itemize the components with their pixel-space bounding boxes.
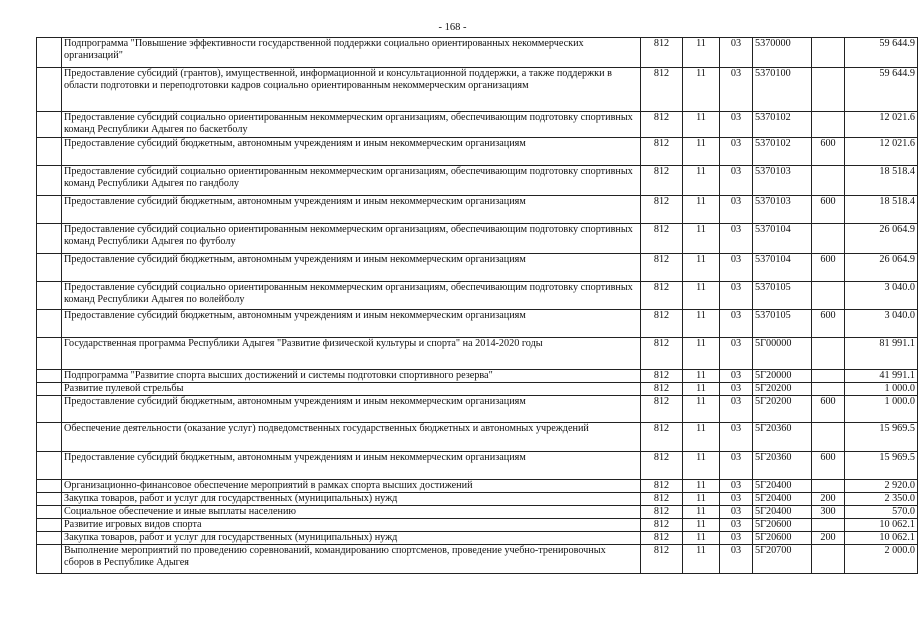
blank-cell [37,254,62,282]
table-row [37,196,918,224]
amount: 1 000.0 [845,396,918,423]
amount: 59 644.9 [845,68,918,112]
ministry-code: 812 [641,480,683,493]
item-name: Закупка товаров, работ и услуг для государственных (муниципальных) нужд [62,493,641,506]
subsection-code: 03 [720,480,753,493]
target-article-code: 5Г20000 [753,370,812,383]
item-name: Развитие игровых видов спорта [62,519,641,532]
item-name: Социальное обеспечение и иные выплаты населению [62,506,641,519]
table-row [37,166,918,196]
subsection-code: 03 [720,138,753,166]
expense-type-code: 600 [812,196,845,224]
table-row [37,423,918,452]
table-row [37,310,918,338]
section-code: 11 [683,224,720,254]
expense-type-code [812,68,845,112]
item-name: Закупка товаров, работ и услуг для государственных (муниципальных) нужд [62,532,641,545]
amount: 2 920.0 [845,480,918,493]
subsection-code: 03 [720,338,753,370]
table-row [37,452,918,480]
target-article-code: 5370103 [753,166,812,196]
table-row [37,224,918,254]
section-code: 11 [683,452,720,480]
target-article-code: 5Г20360 [753,423,812,452]
table-row [37,396,918,423]
expense-type-code [812,338,845,370]
target-article-code: 5370103 [753,196,812,224]
amount: 1 000.0 [845,383,918,396]
item-name: Предоставление субсидий бюджетным, автономным учреждениям и иным некоммерческим организациям [62,138,641,166]
section-code: 11 [683,370,720,383]
subsection-code: 03 [720,506,753,519]
subsection-code: 03 [720,493,753,506]
item-name: Обеспечение деятельности (оказание услуг) подведомственных государственных бюджетных и автономных учреждений [62,423,641,452]
subsection-code: 03 [720,519,753,532]
expense-type-code [812,519,845,532]
expense-type-code: 200 [812,493,845,506]
item-name: Предоставление субсидий (грантов), имущественной, информационной и консультационной поддержки, а также поддержки в области подготовки и переподготовки кадров социально ориентированным некоммерческим организациям [62,68,641,112]
item-name: Организационно-финансовое обеспечение мероприятий в рамках спорта высших достижений [62,480,641,493]
ministry-code: 812 [641,452,683,480]
amount: 2 000.0 [845,545,918,574]
item-name: Предоставление субсидий социально ориентированным некоммерческим организациям, обеспечивающим подготовку спортивных команд Республики Адыгея по волейболу [62,282,641,310]
page-number: - 168 - [438,22,467,33]
table-row [37,532,918,545]
subsection-code: 03 [720,112,753,138]
blank-cell [37,452,62,480]
section-code: 11 [683,338,720,370]
amount: 18 518.4 [845,196,918,224]
blank-cell [37,38,62,68]
section-code: 11 [683,138,720,166]
expense-type-code [812,282,845,310]
subsection-code: 03 [720,545,753,574]
blank-cell [37,282,62,310]
target-article-code: 5Г20200 [753,383,812,396]
section-code: 11 [683,38,720,68]
item-name: Развитие пулевой стрельбы [62,383,641,396]
blank-cell [37,224,62,254]
target-article-code: 5Г20200 [753,396,812,423]
ministry-code: 812 [641,254,683,282]
blank-cell [37,196,62,224]
blank-cell [37,493,62,506]
blank-cell [37,338,62,370]
ministry-code: 812 [641,224,683,254]
target-article-code: 5Г00000 [753,338,812,370]
amount: 2 350.0 [845,493,918,506]
item-name: Выполнение мероприятий по проведению соревнований, командированию спортсменов, проведение учебно-тренировочных сборов в Республике Адыгея [62,545,641,574]
item-name: Предоставление субсидий бюджетным, автономным учреждениям и иным некоммерческим организациям [62,254,641,282]
target-article-code: 5370105 [753,282,812,310]
section-code: 11 [683,383,720,396]
amount: 12 021.6 [845,112,918,138]
blank-cell [37,519,62,532]
ministry-code: 812 [641,532,683,545]
expense-type-code [812,370,845,383]
expense-type-code [812,112,845,138]
section-code: 11 [683,68,720,112]
section-code: 11 [683,423,720,452]
ministry-code: 812 [641,545,683,574]
budget-table [36,37,918,574]
subsection-code: 03 [720,370,753,383]
expense-type-code: 600 [812,254,845,282]
blank-cell [37,532,62,545]
blank-cell [37,166,62,196]
blank-cell [37,112,62,138]
subsection-code: 03 [720,38,753,68]
expense-type-code: 600 [812,396,845,423]
item-name: Подпрограмма "Повышение эффективности государственной поддержки социально ориентированных некоммерческих организаций" [62,38,641,68]
subsection-code: 03 [720,282,753,310]
item-name: Предоставление субсидий бюджетным, автономным учреждениям и иным некоммерческим организациям [62,396,641,423]
expense-type-code [812,423,845,452]
ministry-code: 812 [641,68,683,112]
section-code: 11 [683,532,720,545]
table-row [37,338,918,370]
subsection-code: 03 [720,254,753,282]
amount: 59 644.9 [845,38,918,68]
amount: 3 040.0 [845,282,918,310]
table-row [37,68,918,112]
blank-cell [37,396,62,423]
ministry-code: 812 [641,196,683,224]
amount: 26 064.9 [845,224,918,254]
table-row [37,493,918,506]
section-code: 11 [683,480,720,493]
section-code: 11 [683,506,720,519]
ministry-code: 812 [641,493,683,506]
ministry-code: 812 [641,396,683,423]
ministry-code: 812 [641,506,683,519]
ministry-code: 812 [641,112,683,138]
item-name: Предоставление субсидий бюджетным, автономным учреждениям и иным некоммерческим организациям [62,310,641,338]
subsection-code: 03 [720,532,753,545]
expense-type-code [812,166,845,196]
section-code: 11 [683,282,720,310]
section-code: 11 [683,493,720,506]
blank-cell [37,506,62,519]
expense-type-code: 200 [812,532,845,545]
amount: 41 991.1 [845,370,918,383]
target-article-code: 5370100 [753,68,812,112]
table-row [37,112,918,138]
table-row [37,480,918,493]
blank-cell [37,68,62,112]
target-article-code: 5Г20400 [753,493,812,506]
subsection-code: 03 [720,310,753,338]
item-name: Предоставление субсидий социально ориентированным некоммерческим организациям, обеспечивающим подготовку спортивных команд Республики Адыгея по гандболу [62,166,641,196]
table-row [37,138,918,166]
section-code: 11 [683,396,720,423]
amount: 3 040.0 [845,310,918,338]
target-article-code: 5Г20700 [753,545,812,574]
expense-type-code: 600 [812,452,845,480]
target-article-code: 5Г20600 [753,532,812,545]
target-article-code: 5Г20400 [753,480,812,493]
table-row [37,370,918,383]
target-article-code: 5370105 [753,310,812,338]
ministry-code: 812 [641,166,683,196]
target-article-code: 5370104 [753,254,812,282]
target-article-code: 5370102 [753,138,812,166]
amount: 570.0 [845,506,918,519]
table-row [37,545,918,574]
subsection-code: 03 [720,452,753,480]
subsection-code: 03 [720,68,753,112]
table-row [37,254,918,282]
ministry-code: 812 [641,38,683,68]
section-code: 11 [683,112,720,138]
ministry-code: 812 [641,138,683,166]
expense-type-code: 600 [812,310,845,338]
ministry-code: 812 [641,423,683,452]
section-code: 11 [683,310,720,338]
item-name: Предоставление субсидий бюджетным, автономным учреждениям и иным некоммерческим организациям [62,196,641,224]
target-article-code: 5Г20360 [753,452,812,480]
subsection-code: 03 [720,224,753,254]
section-code: 11 [683,166,720,196]
subsection-code: 03 [720,196,753,224]
blank-cell [37,370,62,383]
amount: 15 969.5 [845,423,918,452]
ministry-code: 812 [641,370,683,383]
subsection-code: 03 [720,396,753,423]
table-row [37,383,918,396]
amount: 18 518.4 [845,166,918,196]
table-row [37,38,918,68]
expense-type-code [812,224,845,254]
blank-cell [37,480,62,493]
section-code: 11 [683,254,720,282]
item-name: Государственная программа Республики Адыгея "Развитие физической культуры и спорта" на 2014-2020 годы [62,338,641,370]
item-name: Предоставление субсидий социально ориентированным некоммерческим организациям, обеспечивающим подготовку спортивных команд Республики Адыгея по футболу [62,224,641,254]
table-body [37,38,918,574]
amount: 10 062.1 [845,532,918,545]
target-article-code: 5370000 [753,38,812,68]
amount: 12 021.6 [845,138,918,166]
item-name: Предоставление субсидий бюджетным, автономным учреждениям и иным некоммерческим организациям [62,452,641,480]
blank-cell [37,383,62,396]
blank-cell [37,310,62,338]
section-code: 11 [683,545,720,574]
target-article-code: 5Г20400 [753,506,812,519]
table-row [37,282,918,310]
target-article-code: 5370102 [753,112,812,138]
amount: 10 062.1 [845,519,918,532]
amount: 15 969.5 [845,452,918,480]
ministry-code: 812 [641,282,683,310]
ministry-code: 812 [641,338,683,370]
expense-type-code [812,545,845,574]
subsection-code: 03 [720,383,753,396]
item-name: Предоставление субсидий социально ориентированным некоммерческим организациям, обеспечивающим подготовку спортивных команд Республики Адыгея по баскетболу [62,112,641,138]
expense-type-code: 300 [812,506,845,519]
table-row [37,519,918,532]
ministry-code: 812 [641,310,683,338]
section-code: 11 [683,519,720,532]
item-name: Подпрограмма "Развитие спорта высших достижений и системы подготовки спортивного резерва" [62,370,641,383]
expense-type-code: 600 [812,138,845,166]
target-article-code: 5370104 [753,224,812,254]
target-article-code: 5Г20600 [753,519,812,532]
subsection-code: 03 [720,166,753,196]
subsection-code: 03 [720,423,753,452]
amount: 81 991.1 [845,338,918,370]
blank-cell [37,423,62,452]
ministry-code: 812 [641,519,683,532]
ministry-code: 812 [641,383,683,396]
amount: 26 064.9 [845,254,918,282]
expense-type-code [812,38,845,68]
blank-cell [37,138,62,166]
section-code: 11 [683,196,720,224]
table-row [37,506,918,519]
expense-type-code [812,383,845,396]
blank-cell [37,545,62,574]
expense-type-code [812,480,845,493]
